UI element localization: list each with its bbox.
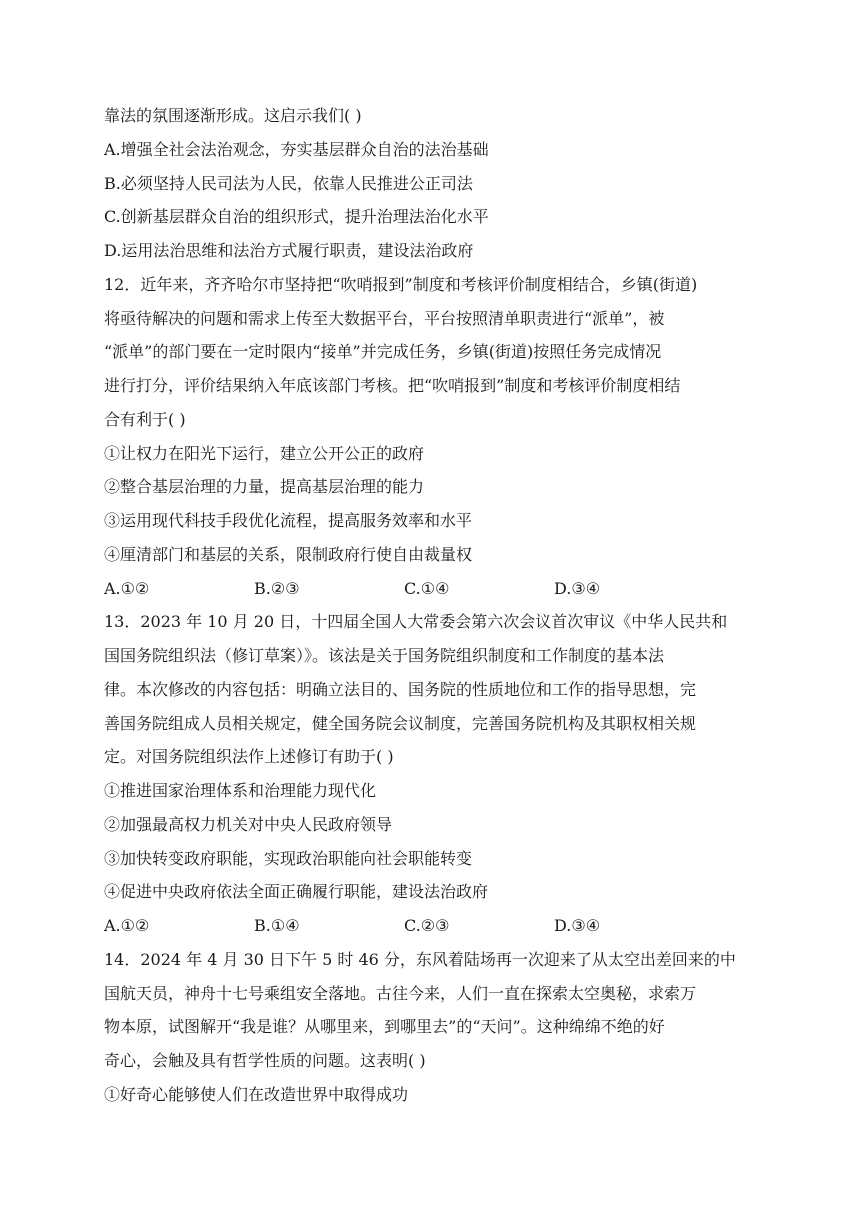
q12-stem-line: 合有利于( ) [104, 410, 186, 429]
q13-choice-b: B.①④ [254, 916, 300, 935]
q13-choices [104, 916, 764, 936]
q11-option-b: B.必须坚持人民司法为人民，依靠人民推进公正司法 [104, 174, 473, 193]
q13-stem-line: 13．2023 年 10 月 20 日，十四届全国人大常委会第六次会议首次审议《中华人民共和 [104, 612, 728, 631]
q11-option-a: A.增强全社会法治观念，夯实基层群众自治的法治基础 [104, 140, 489, 159]
q11-option-c: C.创新基层群众自治的组织形式，提升治理法治化水平 [104, 207, 489, 226]
q14-item-1: ①好奇心能够使人们在改造世界中取得成功 [104, 1085, 409, 1104]
q13-choice-d: D.③④ [554, 916, 601, 935]
q14-stem-line: 物本原，试图解开“我是谁？从哪里来，到哪里去”的“天问”。这种绵绵不绝的好 [104, 1017, 665, 1036]
q12-choice-a: A.①② [104, 579, 150, 598]
q12-choice-d: D.③④ [554, 579, 601, 598]
q12-item-3: ③运用现代科技手段优化流程，提高服务效率和水平 [104, 511, 473, 530]
q13-choice-a: A.①② [104, 916, 150, 935]
q14-stem-line: 奇心，会触及具有哲学性质的问题。这表明( ) [104, 1051, 426, 1070]
q13-stem-line: 善国务院组成人员相关规定，健全国务院会议制度，完善国务院机构及其职权相关规 [104, 714, 697, 733]
q11-option-d: D.运用法治思维和法治方式履行职责，建设法治政府 [104, 241, 474, 260]
q13-stem-line: 律。本次修改的内容包括：明确立法目的、国务院的性质地位和工作的指导思想，完 [104, 680, 697, 699]
q12-item-1: ①让权力在阳光下运行，建立公开公正的政府 [104, 444, 425, 463]
q12-stem-line: 将亟待解决的问题和需求上传至大数据平台，平台按照清单职责进行“派单”，被 [104, 309, 665, 328]
q13-item-4: ④促进中央政府依法全面正确履行职能，建设法治政府 [104, 882, 489, 901]
q14-stem-line: 14．2024 年 4 月 30 日下午 5 时 46 分，东风着陆场再一次迎来了从太空出差回来的中 [104, 950, 736, 969]
q12-item-2: ②整合基层治理的力量，提高基层治理的能力 [104, 477, 425, 496]
q13-stem-line: 国国务院组织法（修订草案）》。该法是关于国务院组织制度和工作制度的基本法 [104, 646, 665, 665]
q12-stem-line: “派单”的部门要在一定时限内“接单”并完成任务，乡镇(街道)按照任务完成情况 [104, 342, 662, 361]
q13-choice-c: C.②③ [404, 916, 450, 935]
q12-item-4: ④厘清部门和基层的关系，限制政府行使自由裁量权 [104, 545, 473, 564]
q12-choices [104, 579, 764, 599]
q12-choice-c: C.①④ [404, 579, 450, 598]
q11-stem-tail: 靠法的氛围逐渐形成。这启示我们( ) [104, 106, 362, 125]
q13-item-3: ③加快转变政府职能，实现政治职能向社会职能转变 [104, 849, 473, 868]
q12-stem-line: 进行打分，评价结果纳入年底该部门考核。把“吹哨报到”制度和考核评价制度相结 [104, 376, 681, 395]
q13-item-2: ②加强最高权力机关对中央人民政府领导 [104, 815, 393, 834]
q12-choice-b: B.②③ [254, 579, 300, 598]
q12-stem-line: 12．近年来，齐齐哈尔市坚持把“吹哨报到”制度和考核评价制度相结合，乡镇(街道) [104, 275, 698, 294]
q13-item-1: ①推进国家治理体系和治理能力现代化 [104, 781, 377, 800]
q13-stem-line: 定。对国务院组织法作上述修订有助于( ) [104, 747, 394, 766]
q14-stem-line: 国航天员，神舟十七号乘组安全落地。古往今来，人们一直在探索太空奥秘，求索万 [104, 984, 697, 1003]
